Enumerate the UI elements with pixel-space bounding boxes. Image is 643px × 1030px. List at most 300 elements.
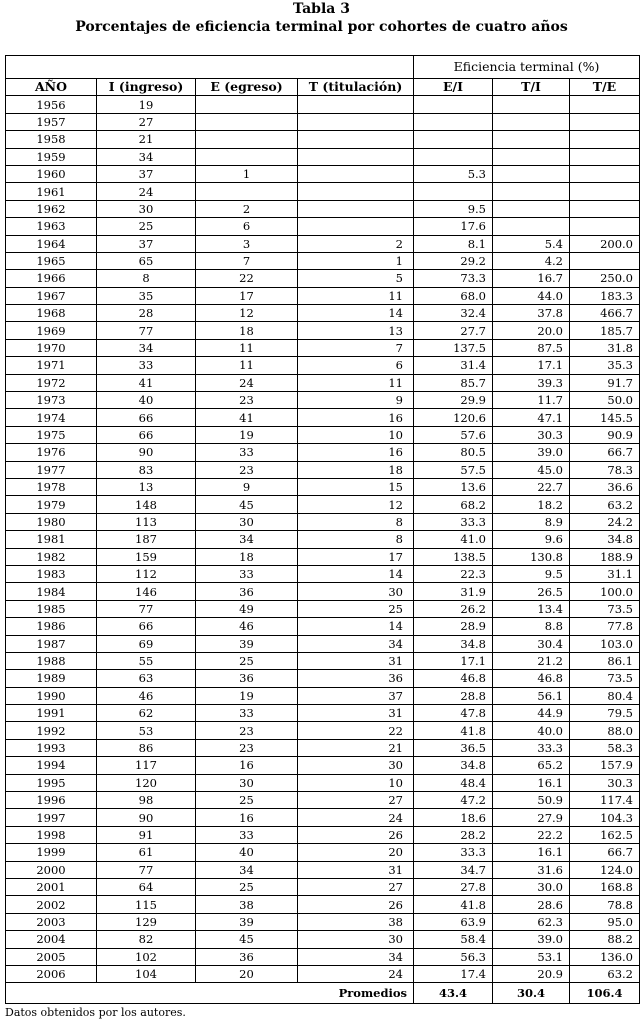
year-cell: 1999	[6, 844, 97, 861]
egreso-cell: 19	[196, 426, 298, 443]
table-row	[6, 739, 640, 756]
ei-cell: 36.5	[414, 739, 493, 756]
ei-cell: 58.4	[414, 931, 493, 948]
ei-cell: 47.8	[414, 705, 493, 722]
egreso-cell: 33	[196, 444, 298, 461]
ti-cell: 50.9	[493, 792, 570, 809]
ti-cell: 30.3	[493, 426, 570, 443]
ingreso-cell: 117	[97, 757, 196, 774]
ingreso-cell: 28	[97, 305, 196, 322]
table-row	[6, 409, 640, 426]
te-cell: 79.5	[570, 705, 640, 722]
table-row	[6, 322, 640, 339]
ei-cell	[414, 113, 493, 130]
year-cell: 2002	[6, 896, 97, 913]
table-row	[6, 826, 640, 843]
titulacion-cell: 21	[298, 739, 414, 756]
ingreso-cell: 63	[97, 670, 196, 687]
titulacion-cell: 8	[298, 531, 414, 548]
year-cell: 1956	[6, 96, 97, 113]
te-cell: 35.3	[570, 357, 640, 374]
ei-cell: 56.3	[414, 948, 493, 965]
table-row	[6, 913, 640, 930]
ti-cell: 30.0	[493, 878, 570, 895]
ti-cell: 13.4	[493, 600, 570, 617]
ti-cell	[493, 131, 570, 148]
egreso-cell: 2	[196, 200, 298, 217]
col-header-te: T/E	[570, 79, 640, 96]
year-cell: 1977	[6, 461, 97, 478]
empty-header-cell	[6, 56, 414, 79]
titulacion-cell	[298, 218, 414, 235]
ingreso-cell: 65	[97, 252, 196, 269]
egreso-cell: 7	[196, 252, 298, 269]
ingreso-cell: 66	[97, 409, 196, 426]
year-cell: 1970	[6, 339, 97, 356]
ti-cell	[493, 200, 570, 217]
titulacion-cell: 9	[298, 392, 414, 409]
titulacion-cell: 6	[298, 357, 414, 374]
table-row	[6, 183, 640, 200]
titulacion-cell: 24	[298, 965, 414, 982]
ei-cell: 63.9	[414, 913, 493, 930]
year-cell: 2001	[6, 878, 97, 895]
egreso-cell: 11	[196, 357, 298, 374]
table-row	[6, 513, 640, 530]
te-cell: 73.5	[570, 670, 640, 687]
year-cell: 1974	[6, 409, 97, 426]
year-cell: 1972	[6, 374, 97, 391]
egreso-cell: 18	[196, 548, 298, 565]
ei-cell: 29.2	[414, 252, 493, 269]
egreso-cell: 12	[196, 305, 298, 322]
egreso-cell: 45	[196, 496, 298, 513]
table-row	[6, 478, 640, 495]
ingreso-cell: 19	[97, 96, 196, 113]
ti-cell: 17.1	[493, 357, 570, 374]
te-cell	[570, 165, 640, 182]
ei-cell: 57.5	[414, 461, 493, 478]
titulacion-cell: 26	[298, 896, 414, 913]
ti-cell: 9.6	[493, 531, 570, 548]
titulacion-cell: 27	[298, 792, 414, 809]
ti-cell: 56.1	[493, 687, 570, 704]
ei-cell: 8.1	[414, 235, 493, 252]
year-cell: 1959	[6, 148, 97, 165]
egreso-cell: 1	[196, 165, 298, 182]
te-cell: 31.8	[570, 339, 640, 356]
source-note: Datos obtenidos por los autores.	[5, 1006, 186, 1019]
te-cell	[570, 252, 640, 269]
ingreso-cell: 35	[97, 287, 196, 304]
titulacion-cell: 12	[298, 496, 414, 513]
ti-cell	[493, 218, 570, 235]
ingreso-cell: 25	[97, 218, 196, 235]
ti-cell: 39.0	[493, 931, 570, 948]
te-cell	[570, 113, 640, 130]
ingreso-cell: 129	[97, 913, 196, 930]
ingreso-cell: 104	[97, 965, 196, 982]
te-cell	[570, 218, 640, 235]
te-cell: 136.0	[570, 948, 640, 965]
egreso-cell: 34	[196, 531, 298, 548]
ingreso-cell: 146	[97, 583, 196, 600]
titulacion-cell: 17	[298, 548, 414, 565]
ei-cell: 9.5	[414, 200, 493, 217]
egreso-cell: 41	[196, 409, 298, 426]
ingreso-cell: 37	[97, 165, 196, 182]
te-cell: 117.4	[570, 792, 640, 809]
ti-cell	[493, 165, 570, 182]
titulacion-cell: 2	[298, 235, 414, 252]
year-cell: 1981	[6, 531, 97, 548]
titulacion-cell: 36	[298, 670, 414, 687]
ei-cell: 27.7	[414, 322, 493, 339]
titulacion-cell: 30	[298, 757, 414, 774]
table-row	[6, 618, 640, 635]
ei-cell: 46.8	[414, 670, 493, 687]
table-row	[6, 339, 640, 356]
titulacion-cell: 1	[298, 252, 414, 269]
table-row	[6, 148, 640, 165]
ti-cell: 33.3	[493, 739, 570, 756]
egreso-cell: 16	[196, 757, 298, 774]
te-cell: 36.6	[570, 478, 640, 495]
ei-cell: 18.6	[414, 809, 493, 826]
ei-cell: 17.6	[414, 218, 493, 235]
ingreso-cell: 40	[97, 392, 196, 409]
table-row	[6, 496, 640, 513]
year-cell: 1980	[6, 513, 97, 530]
ei-cell: 5.3	[414, 165, 493, 182]
ingreso-cell: 46	[97, 687, 196, 704]
ingreso-cell: 77	[97, 600, 196, 617]
titulacion-cell: 10	[298, 426, 414, 443]
table-row	[6, 444, 640, 461]
egreso-cell: 33	[196, 826, 298, 843]
titulacion-cell	[298, 113, 414, 130]
egreso-cell: 39	[196, 913, 298, 930]
ti-cell: 45.0	[493, 461, 570, 478]
egreso-cell: 45	[196, 931, 298, 948]
ei-cell: 120.6	[414, 409, 493, 426]
year-cell: 1973	[6, 392, 97, 409]
titulacion-cell: 34	[298, 948, 414, 965]
column-header-row	[6, 79, 640, 96]
table-row	[6, 965, 640, 982]
year-cell: 1993	[6, 739, 97, 756]
table-row	[6, 305, 640, 322]
ei-cell: 80.5	[414, 444, 493, 461]
table-row	[6, 426, 640, 443]
ti-cell: 21.2	[493, 652, 570, 669]
ti-cell: 37.8	[493, 305, 570, 322]
table-row	[6, 948, 640, 965]
ei-cell: 85.7	[414, 374, 493, 391]
egreso-cell: 38	[196, 896, 298, 913]
ti-cell: 31.6	[493, 861, 570, 878]
te-cell: 185.7	[570, 322, 640, 339]
ti-cell: 28.6	[493, 896, 570, 913]
te-cell: 88.0	[570, 722, 640, 739]
ingreso-cell: 34	[97, 148, 196, 165]
te-cell: 103.0	[570, 635, 640, 652]
ti-cell	[493, 96, 570, 113]
ei-cell: 33.3	[414, 844, 493, 861]
ti-cell: 16.1	[493, 844, 570, 861]
titulacion-cell: 7	[298, 339, 414, 356]
ei-cell: 28.2	[414, 826, 493, 843]
ingreso-cell: 53	[97, 722, 196, 739]
ingreso-cell: 77	[97, 322, 196, 339]
titulacion-cell: 38	[298, 913, 414, 930]
te-cell: 183.3	[570, 287, 640, 304]
ingreso-cell: 83	[97, 461, 196, 478]
titulacion-cell: 26	[298, 826, 414, 843]
ti-cell: 5.4	[493, 235, 570, 252]
egreso-cell: 36	[196, 670, 298, 687]
table-row	[6, 565, 640, 582]
ei-cell: 138.5	[414, 548, 493, 565]
year-cell: 2006	[6, 965, 97, 982]
ingreso-cell: 24	[97, 183, 196, 200]
te-cell: 200.0	[570, 235, 640, 252]
ingreso-cell: 33	[97, 357, 196, 374]
table-row	[6, 357, 640, 374]
ti-cell	[493, 183, 570, 200]
year-cell: 1960	[6, 165, 97, 182]
egreso-cell: 30	[196, 774, 298, 791]
te-cell: 88.2	[570, 931, 640, 948]
titulacion-cell: 13	[298, 322, 414, 339]
col-header-egreso: E (egreso)	[196, 79, 298, 96]
ei-cell	[414, 96, 493, 113]
ei-cell: 137.5	[414, 339, 493, 356]
ei-cell: 68.2	[414, 496, 493, 513]
egreso-cell: 36	[196, 583, 298, 600]
ti-cell: 8.8	[493, 618, 570, 635]
ti-cell: 30.4	[493, 635, 570, 652]
egreso-cell	[196, 183, 298, 200]
egreso-cell: 6	[196, 218, 298, 235]
ingreso-cell: 112	[97, 565, 196, 582]
te-cell: 188.9	[570, 548, 640, 565]
table-row	[6, 809, 640, 826]
table-row	[6, 792, 640, 809]
te-cell: 73.5	[570, 600, 640, 617]
ingreso-cell: 41	[97, 374, 196, 391]
year-cell: 1995	[6, 774, 97, 791]
ingreso-cell: 120	[97, 774, 196, 791]
ei-cell: 34.7	[414, 861, 493, 878]
ti-cell	[493, 113, 570, 130]
titulacion-cell: 11	[298, 374, 414, 391]
col-header-ei: E/I	[414, 79, 493, 96]
titulacion-cell: 8	[298, 513, 414, 530]
egreso-cell: 23	[196, 739, 298, 756]
egreso-cell: 40	[196, 844, 298, 861]
te-cell: 34.8	[570, 531, 640, 548]
titulacion-cell: 30	[298, 931, 414, 948]
year-cell: 1965	[6, 252, 97, 269]
egreso-cell: 16	[196, 809, 298, 826]
ei-cell: 31.9	[414, 583, 493, 600]
ei-cell	[414, 183, 493, 200]
titulacion-cell: 15	[298, 478, 414, 495]
ingreso-cell: 148	[97, 496, 196, 513]
ei-cell: 41.8	[414, 722, 493, 739]
ingreso-cell: 8	[97, 270, 196, 287]
ei-cell: 17.4	[414, 965, 493, 982]
titulacion-cell: 16	[298, 409, 414, 426]
ei-cell: 41.0	[414, 531, 493, 548]
table-row	[6, 705, 640, 722]
egreso-cell: 22	[196, 270, 298, 287]
table-row	[6, 252, 640, 269]
year-cell: 1989	[6, 670, 97, 687]
year-cell: 1996	[6, 792, 97, 809]
ei-cell: 57.6	[414, 426, 493, 443]
year-cell: 1978	[6, 478, 97, 495]
average-ti: 30.4	[493, 983, 570, 1004]
te-cell: 63.2	[570, 965, 640, 982]
egreso-cell: 36	[196, 948, 298, 965]
ingreso-cell: 55	[97, 652, 196, 669]
te-cell: 91.7	[570, 374, 640, 391]
table-row	[6, 861, 640, 878]
te-cell: 86.1	[570, 652, 640, 669]
year-cell: 1961	[6, 183, 97, 200]
ingreso-cell: 27	[97, 113, 196, 130]
titulacion-cell: 5	[298, 270, 414, 287]
ingreso-cell: 66	[97, 618, 196, 635]
table-row	[6, 200, 640, 217]
year-cell: 1963	[6, 218, 97, 235]
year-cell: 1962	[6, 200, 97, 217]
ingreso-cell: 61	[97, 844, 196, 861]
te-cell: 162.5	[570, 826, 640, 843]
table-row	[6, 878, 640, 895]
table-row	[6, 670, 640, 687]
ti-cell: 44.0	[493, 287, 570, 304]
ei-cell: 28.9	[414, 618, 493, 635]
ti-cell: 18.2	[493, 496, 570, 513]
group-header-row	[6, 56, 640, 79]
ti-cell: 20.0	[493, 322, 570, 339]
table-row	[6, 774, 640, 791]
ti-cell: 53.1	[493, 948, 570, 965]
te-cell: 124.0	[570, 861, 640, 878]
year-cell: 1979	[6, 496, 97, 513]
table-row	[6, 287, 640, 304]
table-row	[6, 131, 640, 148]
ti-cell: 47.1	[493, 409, 570, 426]
year-cell: 1988	[6, 652, 97, 669]
egreso-cell: 33	[196, 565, 298, 582]
te-cell: 24.2	[570, 513, 640, 530]
titulacion-cell: 24	[298, 809, 414, 826]
te-cell: 31.1	[570, 565, 640, 582]
ei-cell: 34.8	[414, 635, 493, 652]
average-te: 106.4	[570, 983, 640, 1004]
col-header-titulacion: T (titulación)	[298, 79, 414, 96]
table-subtitle: Porcentajes de eficiencia terminal por cohortes de cuatro años	[75, 19, 568, 35]
ti-cell: 22.2	[493, 826, 570, 843]
ti-cell: 22.7	[493, 478, 570, 495]
te-cell	[570, 148, 640, 165]
ti-cell: 16.7	[493, 270, 570, 287]
te-cell: 80.4	[570, 687, 640, 704]
titulacion-cell: 18	[298, 461, 414, 478]
year-cell: 1971	[6, 357, 97, 374]
te-cell: 250.0	[570, 270, 640, 287]
ei-cell: 32.4	[414, 305, 493, 322]
ei-cell	[414, 131, 493, 148]
ti-cell: 46.8	[493, 670, 570, 687]
table-title: Tabla 3	[293, 1, 350, 17]
ei-cell: 13.6	[414, 478, 493, 495]
titulacion-cell	[298, 183, 414, 200]
egreso-cell: 11	[196, 339, 298, 356]
titulacion-cell	[298, 96, 414, 113]
te-cell: 145.5	[570, 409, 640, 426]
ingreso-cell: 34	[97, 339, 196, 356]
ti-cell: 62.3	[493, 913, 570, 930]
year-cell: 1968	[6, 305, 97, 322]
ingreso-cell: 64	[97, 878, 196, 895]
te-cell: 78.8	[570, 896, 640, 913]
te-cell: 77.8	[570, 618, 640, 635]
ei-cell: 29.9	[414, 392, 493, 409]
egreso-cell: 18	[196, 322, 298, 339]
egreso-cell: 39	[196, 635, 298, 652]
egreso-cell	[196, 131, 298, 148]
ei-cell: 26.2	[414, 600, 493, 617]
ingreso-cell: 91	[97, 826, 196, 843]
te-cell: 58.3	[570, 739, 640, 756]
ingreso-cell: 37	[97, 235, 196, 252]
ti-cell: 8.9	[493, 513, 570, 530]
te-cell: 95.0	[570, 913, 640, 930]
te-cell: 78.3	[570, 461, 640, 478]
ei-cell: 17.1	[414, 652, 493, 669]
table-row	[6, 548, 640, 565]
ingreso-cell: 69	[97, 635, 196, 652]
ei-cell: 68.0	[414, 287, 493, 304]
year-cell: 2004	[6, 931, 97, 948]
te-cell: 66.7	[570, 444, 640, 461]
table-row	[6, 722, 640, 739]
year-cell: 1975	[6, 426, 97, 443]
year-cell: 1985	[6, 600, 97, 617]
egreso-cell: 23	[196, 461, 298, 478]
ingreso-cell: 62	[97, 705, 196, 722]
year-cell: 1992	[6, 722, 97, 739]
titulacion-cell	[298, 148, 414, 165]
te-cell: 30.3	[570, 774, 640, 791]
ti-cell: 20.9	[493, 965, 570, 982]
year-cell: 1986	[6, 618, 97, 635]
year-cell: 1984	[6, 583, 97, 600]
year-cell: 1969	[6, 322, 97, 339]
year-cell: 1958	[6, 131, 97, 148]
titulacion-cell: 14	[298, 565, 414, 582]
ti-cell: 27.9	[493, 809, 570, 826]
year-cell: 1998	[6, 826, 97, 843]
egreso-cell: 34	[196, 861, 298, 878]
titulacion-cell: 16	[298, 444, 414, 461]
te-cell: 90.9	[570, 426, 640, 443]
